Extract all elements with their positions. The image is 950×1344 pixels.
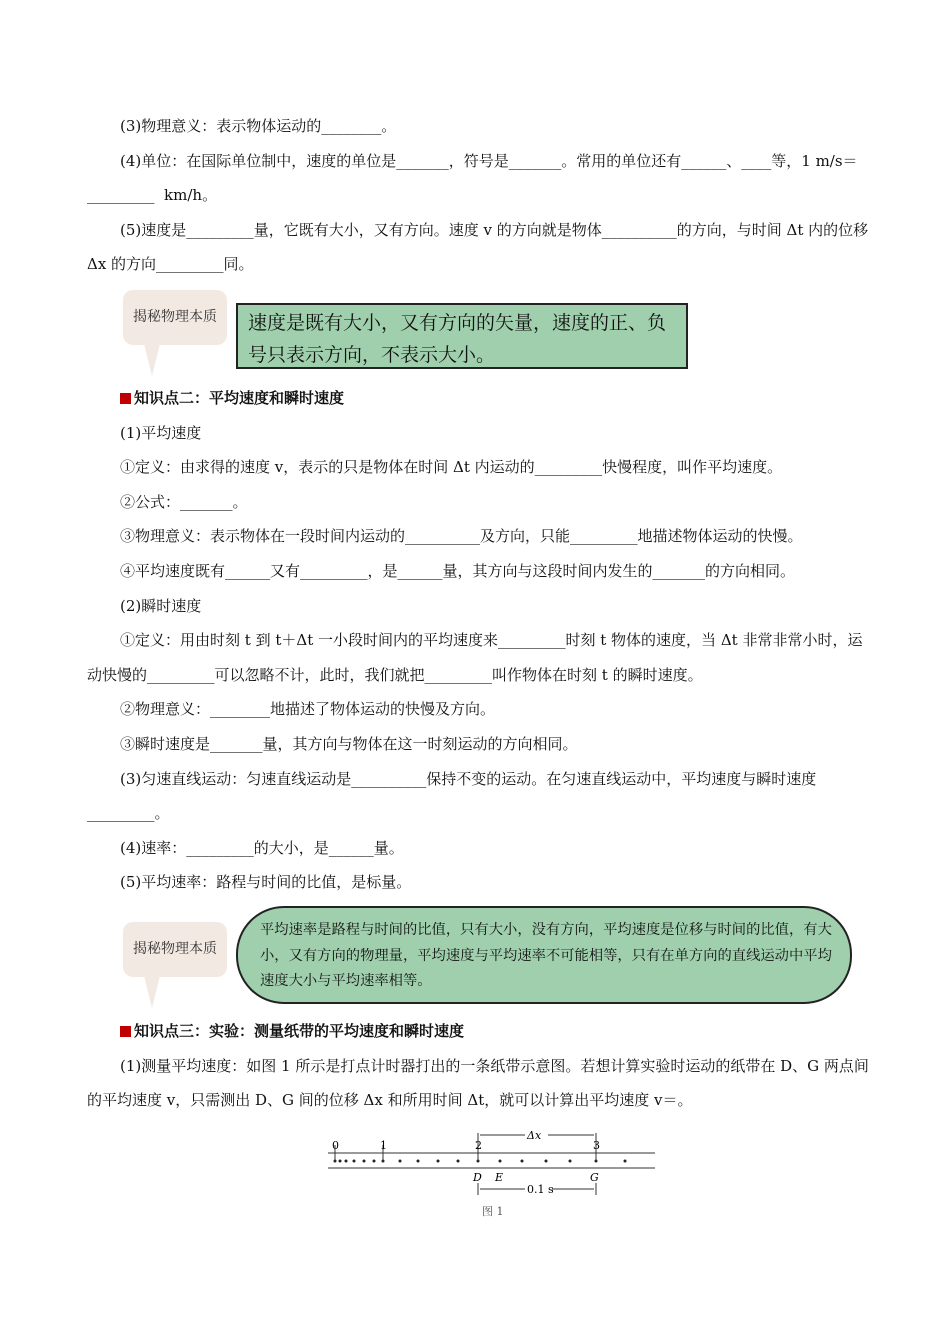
- count-label: 2: [475, 1139, 482, 1152]
- paragraph: ③瞬时速度是_______量，其方向与物体在这一时刻运动的方向相同。: [120, 734, 578, 753]
- point-label: G: [590, 1171, 599, 1184]
- point-label: D: [473, 1171, 482, 1184]
- red-square-icon: [120, 1026, 131, 1037]
- callout-label-2: 揭秘物理本质: [123, 922, 227, 977]
- section-2-paragraphs: [87, 416, 875, 900]
- tape-dot: [545, 1160, 548, 1163]
- red-square-icon: [120, 393, 131, 404]
- tape-dot: [569, 1160, 572, 1163]
- paragraph: ②公式：_______。: [120, 492, 248, 511]
- paragraph: ②物理意义：________地描述了物体运动的快慢及方向。: [120, 700, 496, 719]
- delta-x-label: Δx: [527, 1129, 542, 1142]
- paragraph: ①定义：由求得的速度 v，表示的只是物体在时间 Δt 内运动的_________快慢程度，叫作平均速度。: [120, 458, 783, 477]
- tape-dot: [345, 1160, 348, 1163]
- callout-label-1: 揭秘物理本质: [123, 290, 227, 345]
- paragraph: (4)单位：在国际单位制中，速度的单位是_______，符号是_______。常用的单位还有______、____等，1 m/s＝_________ km/h。: [87, 151, 858, 205]
- paragraph: ①定义：用由时刻 t 到 t＋Δt 一小段时间内的平均速度来_________时刻 t 物体的速度，当 Δt 非常非常小时，运动快慢的_________可以忽略不计，此时，我们就把_________叫作物体在时刻 t 的瞬时速度。: [87, 631, 863, 684]
- tape-dot: [624, 1160, 627, 1163]
- tape-dots: [334, 1160, 627, 1163]
- callout-tail: [144, 976, 160, 1008]
- tape-dot: [437, 1160, 440, 1163]
- paragraph: (5)平均速率：路程与时间的比值，是标量。: [120, 873, 412, 892]
- tape-figure: [320, 1125, 670, 1220]
- paragraph: (2)瞬时速度: [120, 596, 202, 615]
- tape-dot: [417, 1160, 420, 1163]
- callout-box-2: 平均速率是路程与时间的比值，只有大小，没有方向，平均速度是位移与时间的比值，有大小，又有方向的物理量，平均速度与平均速率不可能相等，只有在单方向的直线运动中平均速度大小与平均速率相等。: [236, 906, 852, 1004]
- paragraph: (1)平均速度: [120, 423, 202, 442]
- count-label: 0: [332, 1139, 339, 1152]
- paragraph: (3)物理意义：表示物体运动的________。: [120, 117, 397, 135]
- count-label: 1: [380, 1139, 387, 1152]
- tape-dot: [339, 1160, 342, 1163]
- paragraph: (4)速率：_________的大小，是______量。: [120, 838, 404, 857]
- tape-dot: [363, 1160, 366, 1163]
- time-label: 0.1 s: [527, 1183, 554, 1196]
- section-velocity-definition: [87, 109, 875, 282]
- callout-box-1: 速度是既有大小，又有方向的矢量，速度的正、负号只表示方向，不表示大小。: [236, 303, 688, 369]
- heading-knowledge-2: [87, 381, 875, 416]
- paragraph: ④平均速度既有______又有_________，是______量，其方向与这段时间内发生的_______的方向相同。: [120, 561, 796, 580]
- paragraph: (3)匀速直线运动：匀速直线运动是__________保持不变的运动。在匀速直线运动中，平均速度与瞬时速度_________。: [87, 769, 817, 823]
- tape-dot: [373, 1160, 376, 1163]
- point-label: E: [495, 1171, 504, 1184]
- paragraph: (1)测量平均速度：如图 1 所示是打点计时器打出的一条纸带示意图。若想计算实验时运动的纸带在 D、G 两点间的平均速度 v，只需测出 D、G 间的位移 Δx 和所用时间 Δt，就可以计算出平均速度 v＝。: [87, 1056, 869, 1110]
- tape-dot: [521, 1160, 524, 1163]
- tape-dot: [353, 1160, 356, 1163]
- tape-dot: [499, 1160, 502, 1163]
- tape-dot: [399, 1160, 402, 1163]
- heading-text: 知识点三：实验：测量纸带的平均速度和瞬时速度: [134, 1022, 465, 1040]
- paragraph: ③物理意义：表示物体在一段时间内运动的__________及方向，只能_________地描述物体运动的快慢。: [120, 527, 803, 546]
- count-label: 3: [593, 1139, 600, 1152]
- figure-caption: 图 1: [482, 1205, 504, 1218]
- heading-knowledge-3: [87, 1014, 875, 1049]
- paragraph: (5)速度是_________量，它既有大小，又有方向。速度 v 的方向就是物体__________的方向，与时间 Δt 内的位移 Δx 的方向_________同。: [87, 220, 873, 274]
- tape-dot: [457, 1160, 460, 1163]
- heading-text: 知识点二：平均速度和瞬时速度: [134, 389, 345, 407]
- section-knowledge-3: [87, 1014, 875, 1118]
- section-3-paragraphs: [87, 1049, 875, 1118]
- section-knowledge-2: [87, 381, 875, 900]
- callout-tail: [144, 344, 160, 376]
